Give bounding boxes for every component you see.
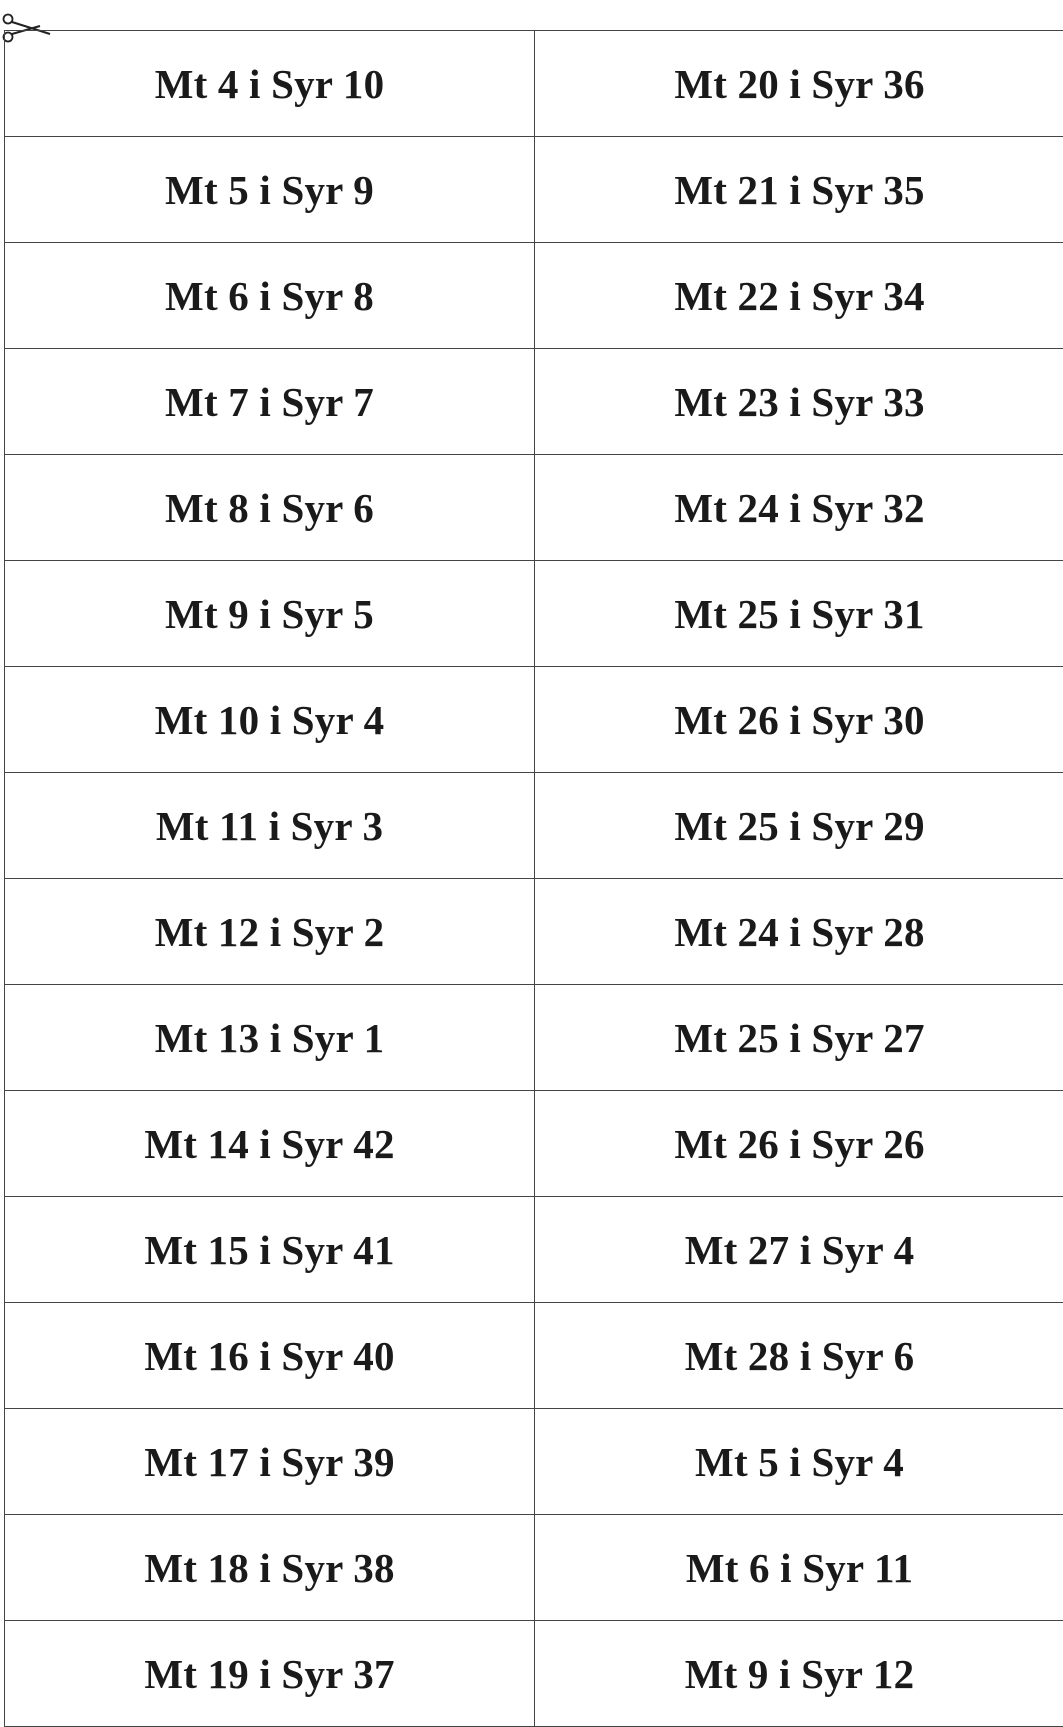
card-cell: Mt 17 i Syr 39	[5, 1409, 535, 1515]
card-cell: Mt 25 i Syr 29	[535, 773, 1063, 879]
card-cell: Mt 15 i Syr 41	[5, 1197, 535, 1303]
card-cell: Mt 5 i Syr 9	[5, 137, 535, 243]
card-cell: Mt 4 i Syr 10	[5, 31, 535, 137]
card-cell: Mt 26 i Syr 30	[535, 667, 1063, 773]
card-cell: Mt 5 i Syr 4	[535, 1409, 1063, 1515]
card-cell: Mt 14 i Syr 42	[5, 1091, 535, 1197]
card-cell: Mt 13 i Syr 1	[5, 985, 535, 1091]
card-cell: Mt 23 i Syr 33	[535, 349, 1063, 455]
card-cell: Mt 7 i Syr 7	[5, 349, 535, 455]
card-cell: Mt 10 i Syr 4	[5, 667, 535, 773]
card-cell: Mt 9 i Syr 12	[535, 1621, 1063, 1727]
card-cell: Mt 6 i Syr 11	[535, 1515, 1063, 1621]
card-cell: Mt 24 i Syr 32	[535, 455, 1063, 561]
card-cell: Mt 12 i Syr 2	[5, 879, 535, 985]
card-cell: Mt 16 i Syr 40	[5, 1303, 535, 1409]
card-cell: Mt 25 i Syr 27	[535, 985, 1063, 1091]
cut-out-card-grid	[4, 30, 1063, 1727]
card-cell: Mt 9 i Syr 5	[5, 561, 535, 667]
card-cell: Mt 25 i Syr 31	[535, 561, 1063, 667]
card-cell: Mt 20 i Syr 36	[535, 31, 1063, 137]
card-cell: Mt 8 i Syr 6	[5, 455, 535, 561]
card-cell: Mt 27 i Syr 4	[535, 1197, 1063, 1303]
card-cell: Mt 21 i Syr 35	[535, 137, 1063, 243]
card-cell: Mt 28 i Syr 6	[535, 1303, 1063, 1409]
card-cell: Mt 11 i Syr 3	[5, 773, 535, 879]
card-cell: Mt 6 i Syr 8	[5, 243, 535, 349]
card-cell: Mt 22 i Syr 34	[535, 243, 1063, 349]
card-cell: Mt 24 i Syr 28	[535, 879, 1063, 985]
card-cell: Mt 18 i Syr 38	[5, 1515, 535, 1621]
card-cell: Mt 26 i Syr 26	[535, 1091, 1063, 1197]
card-cell: Mt 19 i Syr 37	[5, 1621, 535, 1727]
